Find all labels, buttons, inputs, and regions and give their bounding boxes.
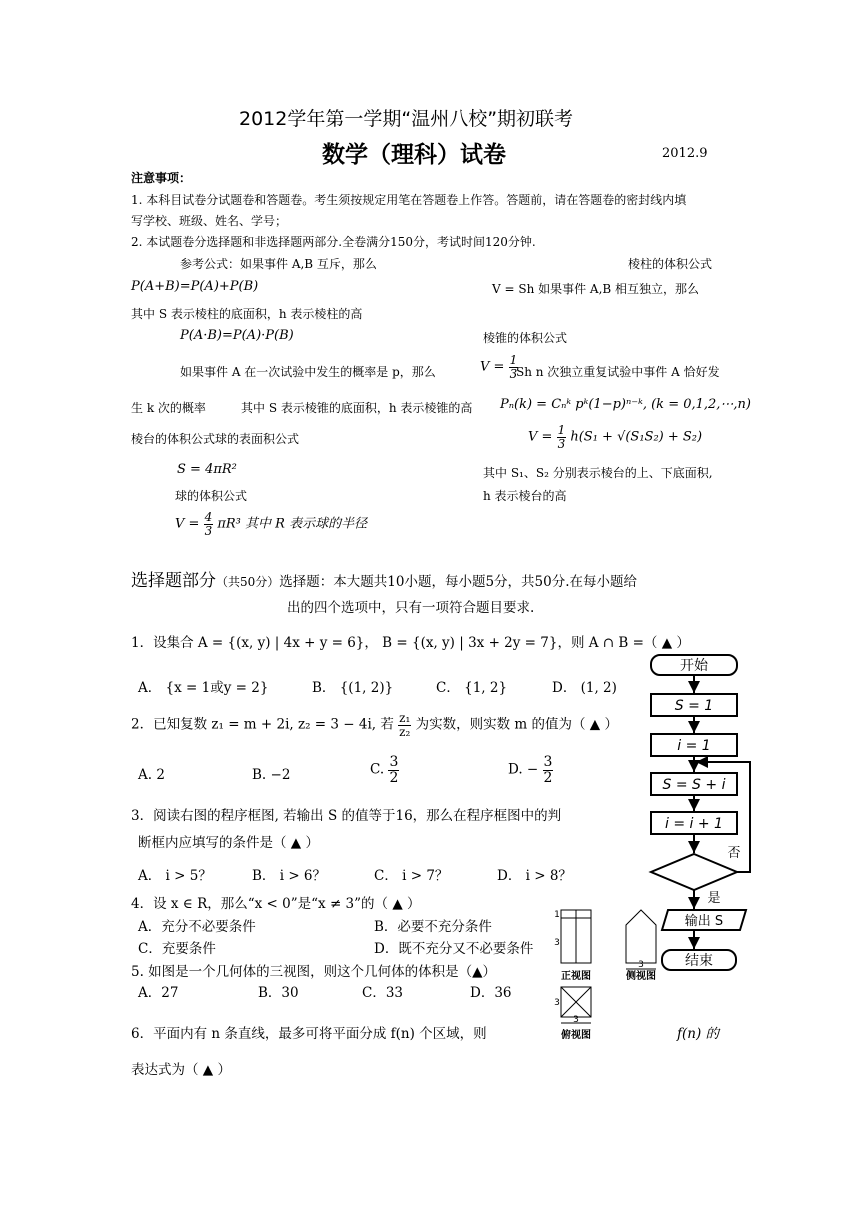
q5-stem: 5. 如图是一个几何体的三视图，则这个几何体的体积是（▲） [131, 964, 497, 980]
formula-pyramid-note: 其中 S 表示棱锥的底面积，h 表示棱锥的高 [241, 401, 473, 415]
q3-stem-2: 断框内应填写的条件是（ ▲ ） [138, 835, 319, 851]
q3-option-c: C． i > 7？ [374, 868, 449, 884]
q4-option-a: A．充分不必要条件 [138, 919, 256, 935]
q4-option-c: C．充要条件 [138, 941, 216, 957]
exam-title: 2012学年第一学期“温州八校”期初联考 [239, 108, 574, 130]
formula-sphere-vol-label: 球的体积公式 [175, 489, 248, 503]
flow-i-init-text: i = 1 [677, 738, 711, 754]
top-dim-3a: 3 [554, 998, 560, 1008]
flow-end-text: 结束 [685, 953, 713, 969]
q2-option-b: B. −2 [252, 767, 291, 783]
formula-pab-prod: P(A·B)=P(A)·P(B) [180, 328, 294, 343]
flow-output-text: 输出 S [684, 914, 724, 929]
flow-s-init-text: S = 1 [674, 698, 714, 714]
section-title: 选择题部分 [131, 571, 216, 591]
q5-option-b: B．30 [258, 985, 299, 1001]
front-dim-1: 1 [554, 910, 560, 920]
q3-stem: 3．阅读右图的程序框图, 若输出 S 的值等于16，那么在程序框图中的判 [131, 808, 562, 824]
formula-one-third: $\frac{1}{3}$ [509, 353, 518, 381]
formula-frustum-h: h 表示棱台的高 [483, 489, 567, 503]
formula-sphere-area: S = 4πR² [177, 462, 237, 477]
q1-option-b: B． {(1, 2)} [312, 680, 394, 696]
section-heading [131, 566, 637, 591]
formula-frustum: V = $\frac{1}{3}$ h(S₁ + √(S₁S₂) + S₂) [528, 423, 703, 451]
formula-ref-label: 参考公式：如果事件 A,B 互斥，那么 [180, 257, 377, 271]
notice-line-1b: 写学校、班级、姓名、学号； [131, 214, 288, 228]
flow-i-update-text: i = i + 1 [665, 816, 723, 832]
q2-option-a: A. 2 [138, 767, 165, 783]
formula-binomial: Pₙ(k) = Cₙᵏ pᵏ(1−p)ⁿ⁻ᵏ, (k = 0,1,2,⋯,n) [500, 397, 752, 412]
q5-option-d: D．36 [470, 985, 512, 1001]
top-dim-3b: 3 [573, 1015, 579, 1025]
exam-subtitle: 数学（理科）试卷 [322, 142, 506, 168]
formula-event-prob: 如果事件 A 在一次试验中发生的概率是 p，那么 [180, 365, 436, 379]
formula-pyramid-v: V = $\frac{1}{3}$ [480, 353, 518, 381]
formula-prism-note: 其中 S 表示棱柱的底面积，h 表示棱柱的高 [131, 307, 363, 321]
q5-option-a: A．27 [138, 985, 179, 1001]
formula-frustum-note: 其中 S₁、S₂ 分别表示棱台的上、下底面积, [483, 466, 713, 480]
q6-stem-2: 表达式为（ ▲ ） [131, 1062, 231, 1078]
q2-stem: 2．已知复数 z₁ = m + 2i, z₂ = 3 − 4i, 若 $\frac{\text{z₁}}{\text{z₂}}$ 为实数，则实数 m 的值为（ ▲ ） [131, 711, 618, 739]
formula-pab-sum: P(A+B)=P(A)+P(B) [131, 279, 259, 294]
q1-option-c: C． {1, 2} [436, 680, 508, 696]
formula-prism-label: 棱柱的体积公式 [628, 257, 713, 271]
section-intro-2: 出的四个选项中，只有一项符合题目要求. [287, 600, 535, 616]
flow-no-label: 否 [727, 846, 741, 861]
q4-option-d: D．既不充分又不必要条件 [374, 941, 534, 957]
formula-pyramid-sh: Sh n 次独立重复试验中事件 A 恰好发 [516, 365, 720, 379]
q1-option-d: D． (1, 2) [552, 680, 617, 696]
q1-option-a: A． {x = 1或y = 2} [138, 680, 269, 696]
formula-pyramid-label: 棱锥的体积公式 [483, 331, 568, 345]
q3-option-b: B． i > 6？ [252, 868, 327, 884]
q4-option-b: B．必要不充分条件 [374, 919, 492, 935]
formula-sphere-vol: V = $\frac{4}{3}$ πR³ 其中 R 表示球的半径 [175, 510, 368, 538]
q3-option-d: D． i > 8？ [497, 868, 572, 884]
front-dim-3: 3 [554, 938, 560, 948]
q6-fn: f(n) 的 [677, 1026, 720, 1042]
flow-start-text: 开始 [680, 658, 708, 674]
notice-line-1: 1. 本科目试卷分试题卷和答题卷。考生须按规定用笔在答题卷上作答。答题前，请在答题卷的密封线内填 [131, 193, 687, 207]
q4-stem: 4．设 x ∈ R，那么“x < 0”是“x ≠ 3”的（ ▲ ） [131, 896, 421, 912]
formula-frustum-label: 棱台的体积公式球的表面积公式 [131, 432, 300, 446]
q6-stem: 6．平面内有 n 条直线，最多可将平面分成 f(n) 个区域，则 [131, 1026, 487, 1042]
formula-prism: V = Sh 如果事件 A,B 相互独立，那么 [492, 282, 700, 296]
three-view-figure [551, 905, 666, 1045]
flow-decision-diamond [651, 854, 737, 890]
q3-option-a: A． i > 5？ [138, 868, 212, 884]
q2-option-c: C. $\frac{3}{2}$ [370, 754, 399, 786]
top-view-label: 俯视图 [561, 1030, 591, 1041]
notice-heading: 注意事项： [131, 171, 192, 185]
side-view-shape [626, 910, 656, 963]
front-view-label: 正视图 [561, 971, 591, 982]
section-score: （共50分） [216, 575, 280, 589]
notice-line-2: 2. 本试题卷分选择题和非选择题两部分.全卷满分150分，考试时间120分钟. [131, 235, 536, 249]
formula-k-times: 生 k 次的概率 [131, 401, 206, 415]
q1-stem: 1．设集合 A = {(x, y) | 4x + y = 6}， B = {(x, y) | 3x + 2y = 7}，则 A ∩ B =（ ▲ ） [131, 635, 690, 651]
section-intro: 选择题：本大题共10小题，每小题5分，共50分.在每小题给 [279, 574, 638, 590]
side-view-label: 侧视图 [626, 971, 656, 982]
flow-s-update-text: S = S + i [662, 777, 726, 793]
flow-yes-label: 是 [707, 891, 721, 906]
q2-option-d: D. − $\frac{3}{2}$ [508, 754, 553, 786]
q5-option-c: C．33 [362, 985, 404, 1001]
side-dim-3: 3 [638, 960, 644, 970]
exam-date: 2012.9 [662, 146, 708, 161]
